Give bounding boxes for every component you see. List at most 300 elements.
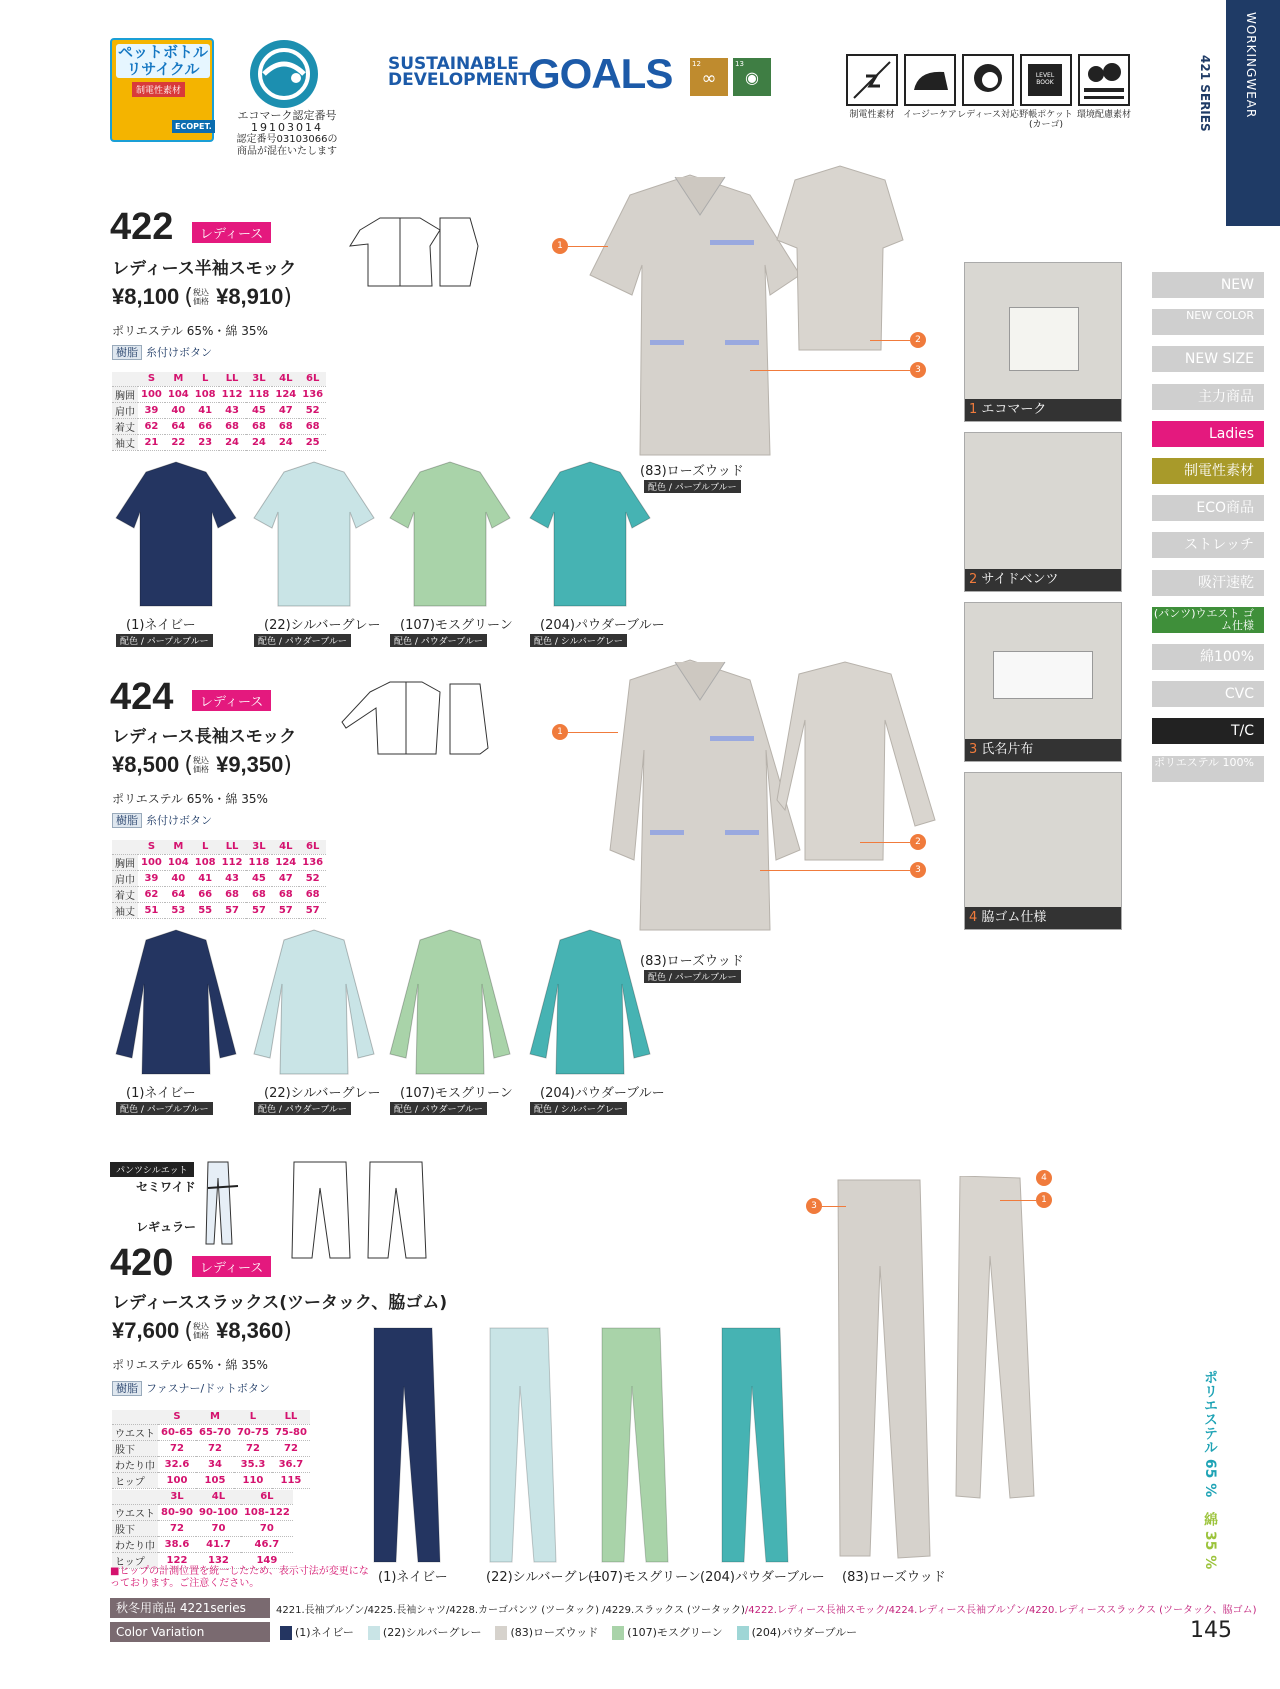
category-tag: 綿100% bbox=[1152, 644, 1264, 670]
silhouette-regular: レギュラー bbox=[136, 1220, 197, 1234]
eco-mark-note2: 商品が混在いたします bbox=[237, 146, 337, 157]
button-val-420: ファスナー/ドットボタン bbox=[146, 1382, 270, 1395]
size-cell: 68 bbox=[272, 418, 299, 434]
silhouette-title: パンツシルエット bbox=[110, 1162, 194, 1177]
silhouette-semi: セミワイド bbox=[136, 1180, 196, 1194]
footer-color-label: (107)モスグリーン bbox=[627, 1626, 723, 1639]
color-variation-bar: Color Variation bbox=[110, 1622, 270, 1642]
size-header-cell: S bbox=[138, 372, 165, 386]
detail-caption-4: 4 脇ゴム仕様 bbox=[965, 907, 1121, 929]
series-items bbox=[276, 1601, 1257, 1616]
size-cell: 64 bbox=[165, 886, 192, 902]
size-cell: 43 bbox=[219, 870, 246, 886]
size-cell: 68 bbox=[219, 886, 246, 902]
callout-line-1-422 bbox=[568, 246, 608, 247]
line-drawing-424 bbox=[340, 678, 490, 760]
material-420: ポリエステル 65%・綿 35% bbox=[112, 1358, 268, 1372]
category-tag: ECO商品 bbox=[1152, 495, 1264, 521]
color-variant-garment bbox=[526, 928, 656, 1078]
page-number: 145 bbox=[1190, 1618, 1232, 1643]
price-tax-422: ¥8,910 bbox=[216, 284, 284, 309]
price-tax-424: ¥9,350 bbox=[216, 752, 284, 777]
size-cell: 136 bbox=[299, 386, 326, 402]
footer-color-label: (1)ネイビー bbox=[295, 1626, 354, 1639]
size-cell: 72 bbox=[234, 1440, 272, 1456]
size-row-label: ヒップ bbox=[112, 1552, 158, 1568]
detail-photo-name-patch bbox=[964, 602, 1122, 762]
color-variant-label: (22)シルバーグレー bbox=[264, 1086, 381, 1101]
size-header-cell: LL bbox=[272, 1410, 310, 1424]
color-variant-sub: 配色 / パープルブルー bbox=[116, 634, 213, 647]
callout-line-1-424 bbox=[568, 732, 618, 733]
size-cell: 112 bbox=[219, 854, 246, 870]
size-row-label: ウエスト bbox=[112, 1424, 158, 1440]
size-cell: 80-90 bbox=[158, 1504, 196, 1520]
size-header-cell: L bbox=[234, 1410, 272, 1424]
size-header-cell: L bbox=[192, 372, 219, 386]
color-variant-label: (107)モスグリーン bbox=[400, 1086, 513, 1101]
size-cell: 118 bbox=[246, 386, 273, 402]
callout-line-3-424 bbox=[760, 870, 910, 871]
size-row-label: 着丈 bbox=[112, 418, 138, 434]
size-row bbox=[112, 402, 326, 418]
size-cell: 75-80 bbox=[272, 1424, 310, 1440]
ladies-badge-422: レディース bbox=[192, 222, 271, 243]
size-cell: 112 bbox=[219, 386, 246, 402]
size-cell: 68 bbox=[246, 418, 273, 434]
size-cell: 41 bbox=[192, 402, 219, 418]
iron-icon bbox=[904, 54, 956, 106]
category-tag: (パンツ)ウエスト ゴム仕様 bbox=[1152, 607, 1264, 633]
feature-label-easycare: イージーケア bbox=[903, 110, 957, 120]
color-variant-label: (1)ネイビー bbox=[126, 618, 196, 633]
color-variant-sub: 配色 / パウダーブルー bbox=[254, 1102, 351, 1115]
size-row-label: 胸囲 bbox=[112, 386, 138, 402]
size-row bbox=[112, 1472, 310, 1488]
pet-badge-brand: ECOPET. bbox=[172, 120, 215, 133]
category-tag: 吸汗速乾 bbox=[1152, 570, 1264, 596]
fabric-polyester: ポリエステル 65 % bbox=[1202, 1370, 1218, 1498]
size-cell: 40 bbox=[165, 402, 192, 418]
callout-4-420: 4 bbox=[1036, 1170, 1052, 1186]
category-tag: 制電性素材 bbox=[1152, 458, 1264, 484]
category-tag: T/C bbox=[1152, 718, 1264, 744]
size-header-cell: 3L bbox=[158, 1490, 196, 1504]
size-cell: 39 bbox=[138, 870, 165, 886]
color-swatch bbox=[737, 1626, 749, 1640]
callout-3-422: 3 bbox=[910, 362, 926, 378]
size-cell: 66 bbox=[192, 418, 219, 434]
size-cell: 100 bbox=[138, 386, 165, 402]
footer-color-label: (22)シルバーグレー bbox=[382, 1626, 482, 1639]
level-book-text: LEVEL BOOK bbox=[1028, 64, 1062, 96]
sdg-line2: DEVELOPMENT bbox=[388, 70, 530, 90]
silhouette-diagram bbox=[198, 1158, 248, 1248]
size-cell: 122 bbox=[158, 1552, 196, 1568]
size-row-label: 股下 bbox=[112, 1440, 158, 1456]
sdg-goal-13-icon: 13 ◉ bbox=[733, 58, 771, 96]
size-header-cell: S bbox=[158, 1410, 196, 1424]
color-variant-sub: 配色 / シルバーグレー bbox=[530, 1102, 627, 1115]
color-variant-label: (204)パウダーブルー bbox=[540, 618, 665, 633]
size-cell: 72 bbox=[158, 1520, 196, 1536]
size-header-row bbox=[112, 372, 326, 386]
size-cell: 90-100 bbox=[196, 1504, 241, 1520]
callout-line-3-420 bbox=[822, 1206, 846, 1207]
size-cell: 57 bbox=[219, 902, 246, 918]
pet-badge-sub: 制電性素材 bbox=[132, 82, 185, 97]
size-cell: 22 bbox=[165, 434, 192, 450]
size-row-label: 袖丈 bbox=[112, 902, 138, 918]
detail-photo-side-elastic bbox=[964, 772, 1122, 930]
banner-text: WORKINGWEAR bbox=[1244, 12, 1258, 119]
size-cell: 53 bbox=[165, 902, 192, 918]
size-cell: 72 bbox=[272, 1440, 310, 1456]
detail-photo-eco-mark bbox=[964, 262, 1122, 422]
category-tag: NEW bbox=[1152, 272, 1264, 298]
size-cell: 46.7 bbox=[241, 1536, 293, 1552]
size-cell: 60-65 bbox=[158, 1424, 196, 1440]
category-tag: ポリエステル 100% bbox=[1152, 756, 1264, 782]
ladies-badge-420: レディース bbox=[192, 1256, 271, 1277]
button-info-424 bbox=[112, 812, 212, 828]
button-info-422 bbox=[112, 344, 212, 360]
color-variant-sub: 配色 / パウダーブルー bbox=[254, 634, 351, 647]
size-cell: 108-122 bbox=[241, 1504, 293, 1520]
size-cell: 110 bbox=[234, 1472, 272, 1488]
line-drawing-420 bbox=[290, 1158, 440, 1264]
size-cell: 149 bbox=[241, 1552, 293, 1568]
size-header-cell: M bbox=[165, 840, 192, 854]
callout-1-420: 1 bbox=[1036, 1192, 1052, 1208]
size-table-420-b bbox=[112, 1490, 293, 1569]
color-variant-garment bbox=[250, 928, 380, 1078]
sdg-goal-12-icon: 12 ∞ bbox=[690, 58, 728, 96]
main-color-sub-424: 配色 / パープルブルー bbox=[644, 970, 741, 983]
sdg-goals-title: GOALS bbox=[528, 50, 673, 97]
callout-line-2-424 bbox=[860, 842, 910, 843]
size-cell: 118 bbox=[246, 854, 273, 870]
size-cell: 68 bbox=[299, 886, 326, 902]
size-cell: 45 bbox=[246, 870, 273, 886]
color-variant-garment bbox=[386, 460, 516, 610]
workingwear-banner bbox=[1226, 0, 1280, 226]
size-header-cell: LL bbox=[219, 372, 246, 386]
size-cell: 105 bbox=[196, 1472, 234, 1488]
button-info-420 bbox=[112, 1380, 270, 1396]
main-color-sub-422: 配色 / パープルブルー bbox=[644, 480, 741, 493]
size-row bbox=[112, 1456, 310, 1472]
color-variant-label: (22)シルバーグレー bbox=[264, 618, 381, 633]
product-name-420: レディーススラックス(ツータック、脇ゴム) bbox=[112, 1293, 448, 1313]
color-variant-garment bbox=[112, 928, 242, 1078]
size-cell: 68 bbox=[299, 418, 326, 434]
size-row bbox=[112, 1520, 293, 1536]
category-tag: NEW COLOR bbox=[1152, 309, 1264, 335]
series-label-bar: 秋冬用商品 4221series bbox=[110, 1598, 270, 1618]
size-cell: 51 bbox=[138, 902, 165, 918]
category-tag: 主力商品 bbox=[1152, 384, 1264, 410]
eco-mark-note1: 認定番号03103066の bbox=[236, 134, 338, 145]
product-number-422: 422 bbox=[110, 206, 174, 248]
color-variant-pants bbox=[484, 1326, 564, 1566]
size-cell: 25 bbox=[299, 434, 326, 450]
size-header-cell: 6L bbox=[299, 840, 326, 854]
size-cell: 43 bbox=[219, 402, 246, 418]
product-number-424: 424 bbox=[110, 676, 174, 718]
category-tag: NEW SIZE bbox=[1152, 346, 1264, 372]
size-header-cell: 4L bbox=[196, 1490, 241, 1504]
product-name-424: レディース長袖スモック bbox=[112, 727, 297, 747]
color-variant-sub: 配色 / パープルブルー bbox=[116, 1102, 213, 1115]
footer-color-list bbox=[280, 1624, 871, 1640]
size-cell: 65-70 bbox=[196, 1424, 234, 1440]
size-cell: 108 bbox=[192, 386, 219, 402]
size-row bbox=[112, 418, 326, 434]
eco-mark-info bbox=[232, 110, 342, 158]
size-header-cell: 3L bbox=[246, 840, 273, 854]
size-row bbox=[112, 1536, 293, 1552]
color-swatch bbox=[612, 1626, 624, 1640]
size-row bbox=[112, 1504, 293, 1520]
size-row bbox=[112, 886, 326, 902]
footer-color-label: (204)パウダーブルー bbox=[751, 1626, 858, 1639]
sdg-heading bbox=[388, 56, 530, 88]
footer-color-label: (83)ローズウッド bbox=[510, 1626, 599, 1639]
size-header-cell bbox=[112, 1490, 158, 1504]
footer-color-item bbox=[368, 1626, 482, 1639]
size-cell: 68 bbox=[219, 418, 246, 434]
size-cell: 57 bbox=[299, 902, 326, 918]
size-row-label: ウエスト bbox=[112, 1504, 158, 1520]
size-cell: 100 bbox=[138, 854, 165, 870]
callout-1-422: 1 bbox=[552, 238, 568, 254]
color-variant-sub: 配色 / パウダーブルー bbox=[390, 1102, 487, 1115]
size-row-label: 袖丈 bbox=[112, 434, 138, 450]
callout-2-424: 2 bbox=[910, 834, 926, 850]
size-header-cell: L bbox=[192, 840, 219, 854]
callout-3-420: 3 bbox=[806, 1198, 822, 1214]
callout-line-1-420 bbox=[1000, 1200, 1036, 1201]
size-cell: 57 bbox=[246, 902, 273, 918]
price-422: ¥8,100 (税込価格 ¥8,910) bbox=[112, 284, 292, 310]
size-cell: 41 bbox=[192, 870, 219, 886]
footer-color-item bbox=[612, 1626, 722, 1639]
size-cell: 24 bbox=[246, 434, 273, 450]
size-cell: 38.6 bbox=[158, 1536, 196, 1552]
size-cell: 70 bbox=[196, 1520, 241, 1536]
size-cell: 24 bbox=[272, 434, 299, 450]
size-cell: 62 bbox=[138, 418, 165, 434]
woman-icon bbox=[962, 54, 1014, 106]
tax-label-420: 税込価格 bbox=[192, 1322, 209, 1340]
detail-photo-side-vents bbox=[964, 432, 1122, 592]
size-cell: 124 bbox=[272, 854, 299, 870]
eco-mark-label: エコマーク認定番号 bbox=[237, 109, 337, 122]
tax-label-424: 税込価格 bbox=[192, 756, 209, 774]
size-header-cell: LL bbox=[219, 840, 246, 854]
tax-label-422: 税込価格 bbox=[192, 288, 209, 306]
callout-line-3-422 bbox=[750, 370, 910, 371]
size-row-label: 股下 bbox=[112, 1520, 158, 1536]
size-header-cell: S bbox=[138, 840, 165, 854]
category-tag: ストレッチ bbox=[1152, 532, 1264, 558]
fabric-cotton: 綿 35 % bbox=[1202, 1512, 1218, 1570]
size-cell: 70 bbox=[241, 1520, 293, 1536]
price-base-420: ¥7,600 bbox=[112, 1318, 180, 1343]
size-header-cell: 3L bbox=[246, 372, 273, 386]
eco-mark-icon bbox=[250, 40, 318, 108]
size-cell: 36.7 bbox=[272, 1456, 310, 1472]
size-table-420-a bbox=[112, 1410, 310, 1489]
size-row bbox=[112, 1440, 310, 1456]
feature-label-pocket: 野帳ポケット (カーゴ) bbox=[1019, 110, 1073, 130]
size-header-row bbox=[112, 1490, 293, 1504]
footer-color-item bbox=[737, 1626, 857, 1639]
sdg-line1: SUSTAINABLE bbox=[388, 54, 519, 74]
size-cell: 47 bbox=[272, 402, 299, 418]
color-variant-pants bbox=[716, 1326, 796, 1566]
material-422: ポリエステル 65%・綿 35% bbox=[112, 324, 268, 338]
callout-3-424: 3 bbox=[910, 862, 926, 878]
eco-mark-number: 19103014 bbox=[251, 121, 323, 134]
size-cell: 132 bbox=[196, 1552, 241, 1568]
size-cell: 35.3 bbox=[234, 1456, 272, 1472]
size-row-label: 肩巾 bbox=[112, 402, 138, 418]
feature-label-ladies: レディース対応 bbox=[957, 110, 1019, 120]
color-swatch bbox=[368, 1626, 380, 1640]
size-row bbox=[112, 1424, 310, 1440]
series-items-text: 4221.長袖ブルゾン/4225.長袖シャツ/4228.カーゴパンツ (ツータック) /4229.スラックス (ツータック) bbox=[276, 1605, 745, 1616]
size-row-label: わたり巾 bbox=[112, 1456, 158, 1472]
size-cell: 57 bbox=[272, 902, 299, 918]
size-row-label: ヒップ bbox=[112, 1472, 158, 1488]
price-420: ¥7,600 (税込価格 ¥8,360) bbox=[112, 1318, 292, 1344]
callout-1-424: 1 bbox=[552, 724, 568, 740]
size-header-cell bbox=[112, 840, 138, 854]
detail-caption-3: 3 氏名片布 bbox=[965, 739, 1121, 761]
size-cell: 41.7 bbox=[196, 1536, 241, 1552]
category-tag: CVC bbox=[1152, 681, 1264, 707]
color-variant-garment bbox=[250, 460, 380, 610]
antistatic-icon bbox=[846, 54, 898, 106]
size-row bbox=[112, 386, 326, 402]
size-cell: 68 bbox=[246, 886, 273, 902]
pet-badge-title: ペットボトル リサイクル bbox=[117, 43, 208, 78]
color-variant-label: (204)パウダーブルー bbox=[540, 1086, 665, 1101]
pet-bottle-recycle-badge bbox=[110, 38, 214, 142]
size-cell: 47 bbox=[272, 870, 299, 886]
size-cell: 23 bbox=[192, 434, 219, 450]
size-header-cell: 6L bbox=[241, 1490, 293, 1504]
size-cell: 136 bbox=[299, 854, 326, 870]
color-variant-label: (1)ネイビー bbox=[126, 1086, 196, 1101]
price-tax-420: ¥8,360 bbox=[216, 1318, 284, 1343]
detail-caption-1: 1 エコマーク bbox=[965, 399, 1121, 421]
button-key-420: 樹脂 bbox=[112, 1381, 142, 1396]
size-cell: 64 bbox=[165, 418, 192, 434]
feature-label-eco: 環境配慮素材 bbox=[1076, 110, 1131, 120]
main-color-422: (83)ローズウッド bbox=[640, 464, 744, 479]
color-variant-sub: 配色 / パウダーブルー bbox=[390, 634, 487, 647]
size-header-cell: M bbox=[196, 1410, 234, 1424]
feature-label-antistatic: 制電性素材 bbox=[849, 110, 895, 120]
color-variant-garment bbox=[112, 460, 242, 610]
price-base-424: ¥8,500 bbox=[112, 752, 180, 777]
size-table-424 bbox=[112, 840, 326, 919]
environment-icon bbox=[1078, 54, 1130, 106]
size-cell: 45 bbox=[246, 402, 273, 418]
button-key-422: 樹脂 bbox=[112, 345, 142, 360]
color-variant-label: (107)モスグリーン bbox=[588, 1570, 701, 1585]
main-pants-420-rosewood bbox=[820, 1176, 1050, 1566]
size-row bbox=[112, 902, 326, 918]
color-variant-pants bbox=[368, 1326, 448, 1566]
size-header-cell: 4L bbox=[272, 372, 299, 386]
size-cell: 52 bbox=[299, 402, 326, 418]
material-424: ポリエステル 65%・綿 35% bbox=[112, 792, 268, 806]
color-variant-label: (204)パウダーブルー bbox=[700, 1570, 825, 1585]
detail-caption-2: 2 サイドベンツ bbox=[965, 569, 1121, 591]
product-number-420: 420 bbox=[110, 1242, 174, 1284]
sdg-goal-13-num: 13 bbox=[735, 60, 744, 68]
color-swatch bbox=[495, 1626, 507, 1640]
size-row bbox=[112, 870, 326, 886]
size-header-cell: 6L bbox=[299, 372, 326, 386]
color-variant-sub: 配色 / シルバーグレー bbox=[530, 634, 627, 647]
color-variant-label: (1)ネイビー bbox=[378, 1570, 448, 1585]
back-garment-422 bbox=[775, 160, 905, 360]
size-cell: 72 bbox=[196, 1440, 234, 1456]
color-variant-pants bbox=[596, 1326, 676, 1566]
size-cell: 68 bbox=[272, 886, 299, 902]
color-variant-garment bbox=[386, 928, 516, 1078]
color-swatch bbox=[280, 1626, 292, 1640]
sdg-goal-12-num: 12 bbox=[692, 60, 701, 68]
size-header-cell bbox=[112, 1410, 158, 1424]
size-cell: 72 bbox=[158, 1440, 196, 1456]
product-name-422: レディース半袖スモック bbox=[112, 259, 297, 279]
main-color-424: (83)ローズウッド bbox=[640, 954, 744, 969]
size-table-422 bbox=[112, 372, 326, 451]
callout-2-422: 2 bbox=[910, 332, 926, 348]
size-cell: 124 bbox=[272, 386, 299, 402]
size-cell: 108 bbox=[192, 854, 219, 870]
size-cell: 104 bbox=[165, 854, 192, 870]
size-header-cell bbox=[112, 372, 138, 386]
size-cell: 62 bbox=[138, 886, 165, 902]
color-variant-label: (107)モスグリーン bbox=[400, 618, 513, 633]
size-row bbox=[112, 434, 326, 450]
price-424: ¥8,500 (税込価格 ¥9,350) bbox=[112, 752, 292, 778]
line-drawing-422 bbox=[340, 210, 480, 292]
footer-color-item bbox=[280, 1626, 354, 1639]
size-cell: 100 bbox=[158, 1472, 196, 1488]
size-cell: 115 bbox=[272, 1472, 310, 1488]
size-cell: 34 bbox=[196, 1456, 234, 1472]
ladies-badge-424: レディース bbox=[192, 690, 271, 711]
size-cell: 104 bbox=[165, 386, 192, 402]
size-cell: 39 bbox=[138, 402, 165, 418]
series-label: 421 SERIES bbox=[1198, 55, 1212, 132]
series-items-ladies: /4222.レディース長袖スモック/4224.レディース長袖ブルゾン/4220.レディーススラックス (ツータック、脇ゴム) bbox=[744, 1605, 1257, 1616]
size-row-label: 着丈 bbox=[112, 886, 138, 902]
size-row-label: 肩巾 bbox=[112, 870, 138, 886]
size-cell: 52 bbox=[299, 870, 326, 886]
size-cell: 21 bbox=[138, 434, 165, 450]
color-variant-label: (22)シルバーグレー bbox=[486, 1570, 603, 1585]
button-val-424: 糸付けボタン bbox=[146, 814, 212, 827]
